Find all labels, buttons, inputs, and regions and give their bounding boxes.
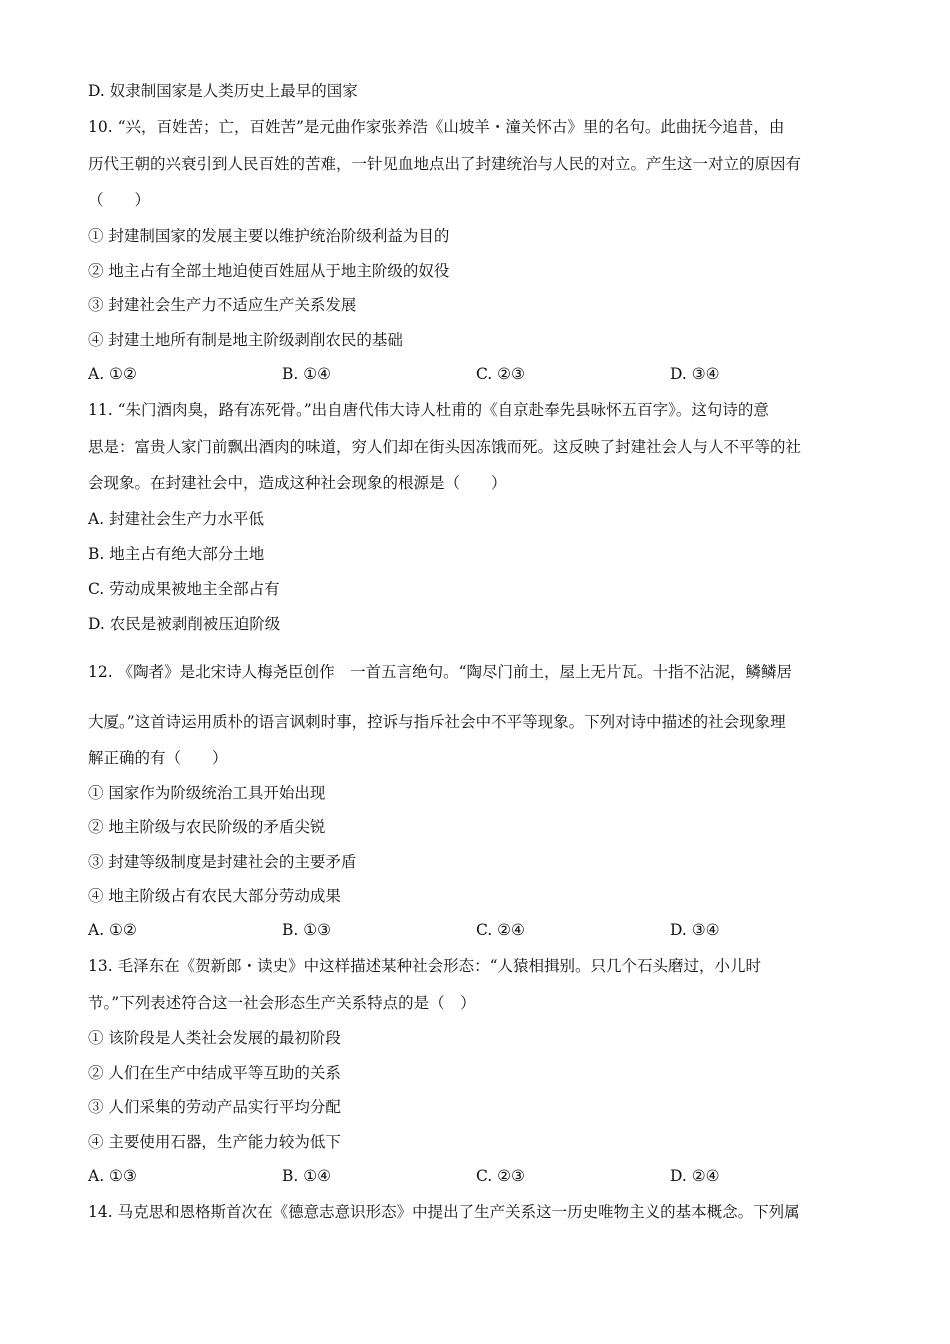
q10-stem-line: 历代王朝的兴衰引到人民百姓的苦难，一针见血地点出了封建统治与人民的对立。产生这一对立的原因有: [88, 155, 802, 173]
q13-option-c: C. ②③: [476, 1167, 525, 1185]
q10-statement: ④ 封建土地所有制是地主阶级剥削农民的基础: [88, 331, 403, 349]
q13-statement: ② 人们在生产中结成平等互助的关系: [88, 1064, 341, 1082]
q12-stem-line: 12. 《陶者》是北宋诗人梅尧臣创作 一首五言绝句。“陶尽门前土，屋上无片瓦。十指不沾泥，鳞鳞居: [88, 663, 793, 681]
q11-stem-line: 会现象。在封建社会中，造成这种社会现象的根源是（ ）: [88, 474, 507, 492]
q11-option-b: B. 地主占有绝大部分土地: [88, 545, 265, 563]
q12-option-c: C. ②④: [476, 921, 525, 939]
q13-stem-line: 13. 毛泽东在《贺新郎・读史》中这样描述某种社会形态：“人猿相揖别。只几个石头磨过，小儿时: [88, 957, 762, 975]
q12-statement: ③ 封建等级制度是封建社会的主要矛盾: [88, 853, 357, 871]
q12-statement: ① 国家作为阶级统治工具开始出现: [88, 784, 326, 802]
q13-statement: ③ 人们采集的劳动产品实行平均分配: [88, 1098, 341, 1116]
q11-stem-line: 11. “朱门酒肉臭，路有冻死骨。”出自唐代伟大诗人杜甫的《自京赴奉先县咏怀五百字》。这句诗的意: [88, 401, 769, 419]
q10-statement: ① 封建制国家的发展主要以维护统治阶级利益为目的: [88, 227, 450, 245]
q11-stem-line: 思是：富贵人家门前飘出酒肉的味道，穷人们却在街头因冻饿而死。这反映了封建社会人与人不平等的社: [88, 438, 802, 456]
q14-stem-line: 14. 马克思和恩格斯首次在《德意志意识形态》中提出了生产关系这一历史唯物主义的基本概念。下列属: [88, 1203, 800, 1221]
q10-stem-line: （ ）: [88, 191, 151, 209]
q10-option-a: A. ①②: [88, 365, 137, 383]
q11-option-a: A. 封建社会生产力水平低: [88, 510, 265, 528]
q10-statement: ② 地主占有全部土地迫使百姓屈从于地主阶级的奴役: [88, 262, 450, 280]
q13-statement: ④ 主要使用石器，生产能力较为低下: [88, 1133, 341, 1151]
q12-option-b: B. ①③: [282, 921, 332, 939]
q12-option-a: A. ①②: [88, 921, 137, 939]
q10-option-c: C. ②③: [476, 365, 525, 383]
q12-option-d: D. ③④: [670, 921, 720, 939]
q13-option-a: A. ①③: [88, 1167, 137, 1185]
q10-statement: ③ 封建社会生产力不适应生产关系发展: [88, 296, 357, 314]
q12-stem-line: 解正确的有（ ）: [88, 749, 228, 767]
q13-option-b: B. ①④: [282, 1167, 332, 1185]
q9-option-d: D. 奴隶制国家是人类历史上最早的国家: [88, 82, 358, 100]
q10-option-b: B. ①④: [282, 365, 332, 383]
q13-option-d: D. ②④: [670, 1167, 720, 1185]
q11-option-c: C. 劳动成果被地主全部占有: [88, 580, 280, 598]
q10-stem-line: 10. “兴，百姓苦；亡，百姓苦”是元曲作家张养浩《山坡羊・潼关怀古》里的名句。此曲抚今追昔，由: [88, 118, 785, 136]
q12-stem-line: 大厦。”这首诗运用质朴的语言讽刺时事，控诉与指斥社会中不平等现象。下列对诗中描述的社会现象理: [88, 713, 786, 731]
q13-stem-line: 节。”下列表述符合这一社会形态生产关系特点的是（ ）: [88, 994, 476, 1012]
q11-option-d: D. 农民是被剥削被压迫阶级: [88, 615, 281, 633]
q12-statement: ④ 地主阶级占有农民大部分劳动成果: [88, 887, 341, 905]
q10-option-d: D. ③④: [670, 365, 720, 383]
q13-statement: ① 该阶段是人类社会发展的最初阶段: [88, 1029, 341, 1047]
q12-statement: ② 地主阶级与农民阶级的矛盾尖锐: [88, 818, 326, 836]
